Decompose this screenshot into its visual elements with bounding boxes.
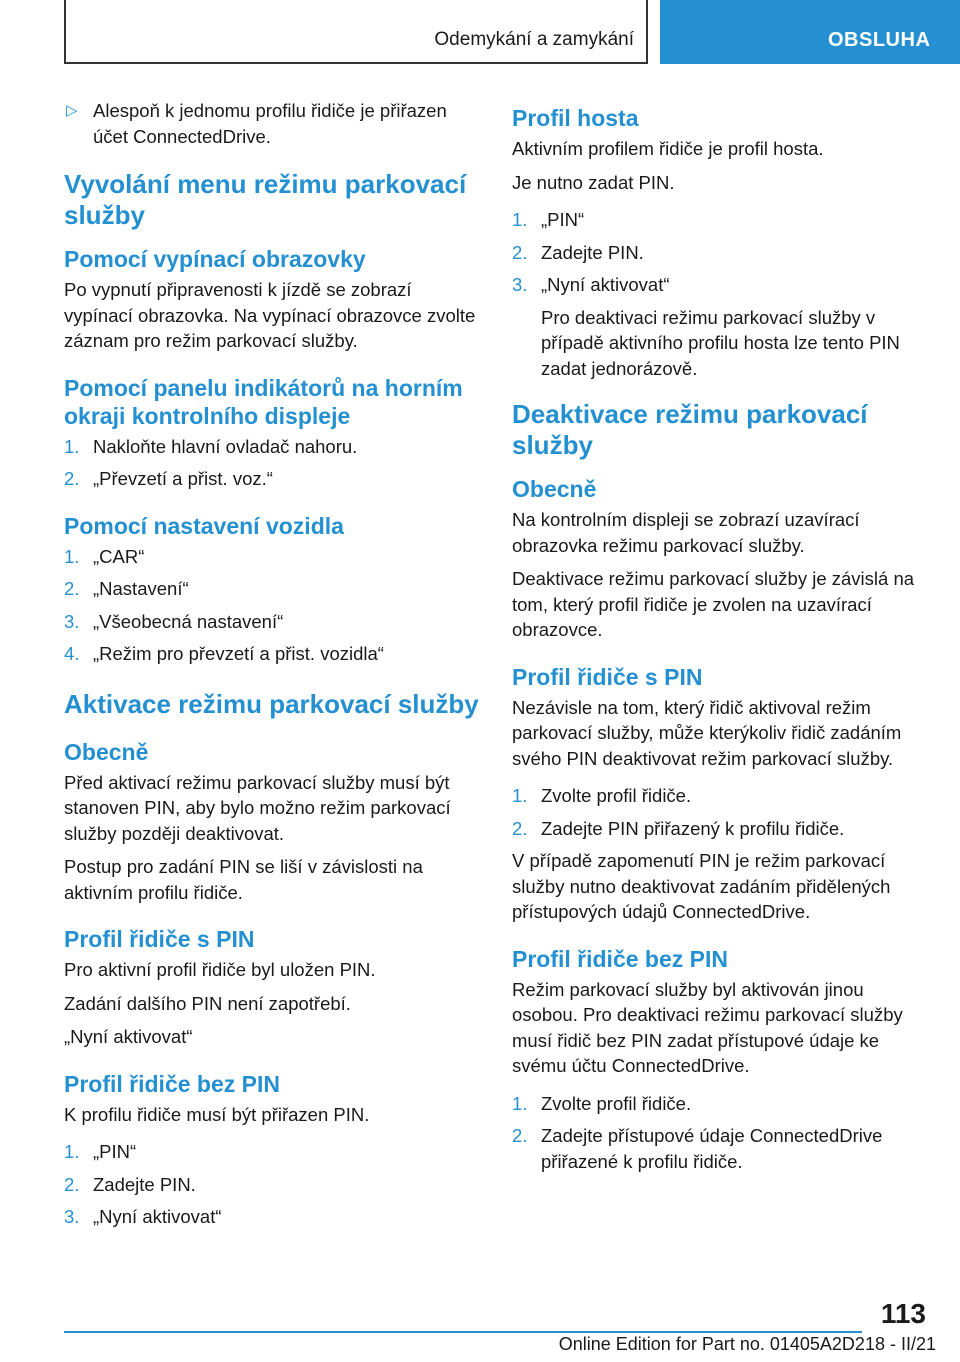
list-item: 3. „Nyní aktivovat“ [64,1206,222,1227]
heading-profile-no-pin: Profil řidiče bez PIN [512,945,728,972]
list-item: 1. Zvolte profil řidiče. [512,1092,692,1114]
heading-general: Obecně [512,476,597,502]
list-item: 4. „Režim pro převzetí a přist. vozidla“ [64,643,384,664]
list-item: 1. „PIN“ [64,1141,137,1162]
heading-panel: Pomocí panelu indikátorů na horním okraji kontrolního displeje [64,374,463,429]
triangle-bullet-icon: ▷ [66,102,78,119]
heading-profile-with-pin: Profil řidiče s PIN [64,926,255,952]
paragraph-forgot-pin: V případě zapomenutí PIN je režim parkovací služby nutno deaktivovat zadáním přidělených přístupových údajů ConnectedDrive. [512,850,891,922]
paragraph-with-pin-1: Pro aktivní profil řidiče byl uložen PIN. [64,959,376,980]
section-title: Odemykání a zamykání [434,29,634,50]
paragraph-with-pin: Nezávisle na tom, který řidič aktivoval režim parkovací služby, může kterýkoliv řidič zadáním svého PIN deaktivovat režim parkovací služby. [512,696,902,769]
list-item: 1. „CAR“ [64,545,145,567]
list-item: 1. Zvolte profil řidiče. [512,785,692,806]
chapter-tab [660,0,960,64]
paragraph-guest-1: Aktivním profilem řidiče je profil hosta. [512,138,824,159]
paragraph-no-pin: Režim parkovací služby byl aktivován jinou osobou. Pro deaktivaci režimu parkovací služby musí řidič bez PIN zadat přístupové údaje ke svému účtu ConnectedDrive. [512,978,903,1076]
list-item: 3. „Nyní aktivovat“ [512,274,670,295]
list-item: 2. Zadejte PIN. [64,1173,196,1195]
heading-activation: Aktivace režimu parkovací služby [64,688,479,719]
paragraph-off-screen: Po vypnutí připravenosti k jízdě se zobrazí vypínací obrazovka. Na vypínací obrazovce zvolte záznam pro režim parkovací služby. [64,279,476,351]
list-item: 2. Zadejte PIN. [512,241,644,263]
header-section-box [64,0,648,64]
list-item: 2. „Nastavení“ [64,578,189,599]
heading-profile-no-pin: Profil řidiče bez PIN [64,1070,280,1097]
heading-deactivation: Deaktivace režimu parkovací služby [512,399,868,460]
heading-off-screen: Pomocí vypínací obrazovky [64,246,366,272]
list-item: 3. „Všeobecná nastavení“ [64,610,284,632]
page-number: 113 [880,1298,926,1329]
paragraph-general-2: Postup pro zadání PIN se liší v závislosti na aktivním profilu řidiče. [64,856,423,903]
paragraph-general-1: Na kontrolním displeji se zobrazí uzavírací obrazovka režimu parkovací služby. [512,509,860,556]
list-item: 2. Zadejte přístupové údaje ConnectedDrive přiřazené k profilu řidiče. [512,1125,883,1172]
guest-note: Pro deaktivaci režimu parkovací služby v případě aktivního profilu hosta lze tento PIN zadat jednorázově. [541,306,900,379]
heading-call-menu: Vyvolání menu režimu parkovací služby [64,169,467,230]
heading-guest-profile: Profil hosta [512,105,639,131]
chapter-label: OBSLUHA [828,29,931,51]
paragraph-general-1: Před aktivací režimu parkovací služby musí být stanoven PIN, aby bylo možno režim parkovací služby později deaktivovat. [64,771,451,844]
list-item: 2. „Převzetí a přist. voz.“ [64,468,273,489]
list-item: 1. Nakloňte hlavní ovladač nahoru. [64,435,358,457]
heading-profile-with-pin: Profil řidiče s PIN [512,663,703,690]
heading-general: Obecně [64,738,149,765]
right-column [512,98,928,1181]
paragraph-guest-2: Je nutno zadat PIN. [512,171,675,193]
paragraph-general-2: Deaktivace režimu parkovací služby je závislá na tom, který profil řidiče je zvolen na uzavírací obrazovce. [512,568,915,640]
footer-divider [64,1331,862,1333]
bullet-item: ▷ Alespoň k jednomu profilu řidiče je přiřazen účet ConnectedDrive. [66,100,447,147]
paragraph-with-pin-3: „Nyní aktivovat“ [64,1026,193,1047]
left-column [64,98,484,1237]
footer-edition: Online Edition for Part no. 01405A2D218 - II/21 [558,1334,936,1354]
list-item: 2. Zadejte PIN přiřazený k profilu řidiče. [512,817,845,839]
heading-vehicle-settings: Pomocí nastavení vozidla [64,512,344,539]
paragraph-with-pin-2: Zadání dalšího PIN není zapotřebí. [64,992,351,1014]
paragraph-no-pin: K profilu řidiče musí být přiřazen PIN. [64,1103,370,1125]
list-item: 1. „PIN“ [512,209,585,230]
